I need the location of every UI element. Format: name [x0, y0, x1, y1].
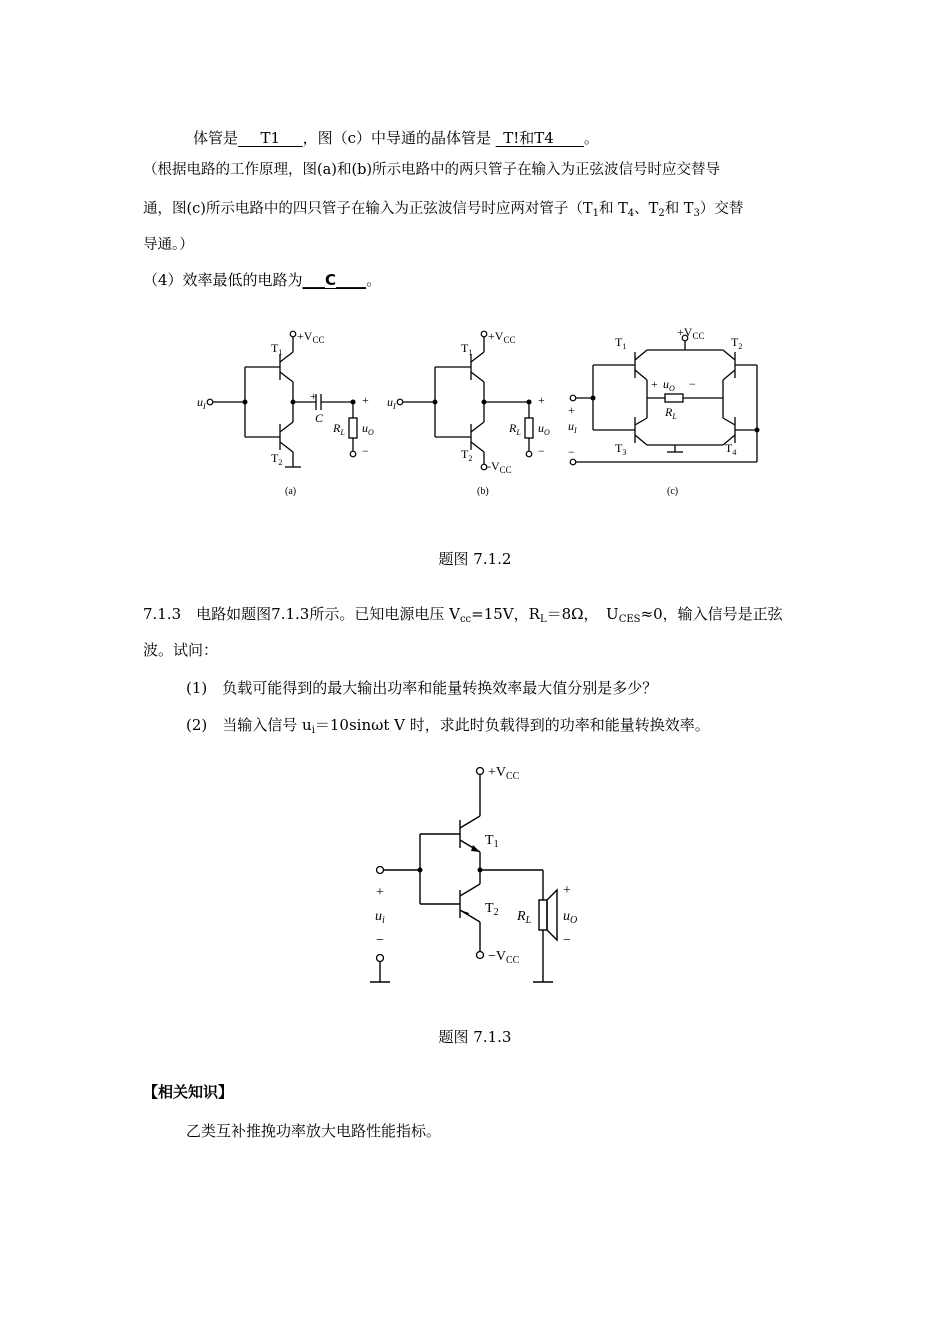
question-4: （4）效率最低的电路为___C____。 — [143, 271, 382, 289]
svg-text:uI: $u_I$ — [387, 395, 396, 411]
label-c: (c) — [667, 486, 679, 497]
related-heading: 【相关知识】 — [143, 1083, 234, 1101]
svg-text:T1: $T_1$ — [615, 335, 627, 351]
svg-text:RL: $R_L$ — [517, 909, 532, 926]
question-7-1-3-sub-1: (1) 负载可能得到的最大输出功率和能量转换效率最大值分别是多少？ — [186, 679, 658, 697]
svg-text:T1: $T_1$ — [461, 341, 473, 357]
svg-text:−: − — [362, 444, 369, 458]
answer-blank-t1-t4: _T!和T4____ — [495, 129, 584, 147]
svg-text:+VCC: $+V_{CC}$ — [488, 329, 516, 345]
figure-7-1-2 — [195, 322, 775, 507]
svg-text:T2: $T_2$ — [461, 447, 473, 463]
svg-text:RL: $R_L$ — [665, 405, 677, 421]
svg-text:uO: $u_O$ — [362, 421, 374, 437]
label-a: (a) — [285, 486, 297, 497]
caption-7-1-3: 题图 7.1.3 — [438, 1028, 512, 1046]
svg-text:−VCC: $-V_{CC}$ — [488, 949, 520, 966]
svg-text:+: + — [568, 403, 575, 417]
label-b: (b) — [477, 486, 489, 497]
label-t1-a: $T_1$ — [271, 341, 283, 357]
note-line-3: 导通。） — [143, 237, 194, 253]
svg-text:-VCC: $-V_{CC}$ — [487, 459, 512, 475]
svg-text:+: + — [563, 883, 571, 898]
svg-text:T2: $T_2$ — [731, 335, 743, 351]
svg-text:−: − — [689, 377, 696, 391]
svg-text:uI: $u_I$ — [197, 395, 206, 411]
svg-text:+: + — [362, 393, 369, 407]
svg-text:uO: $u_O$ — [563, 909, 578, 926]
figure-7-1-3 — [365, 762, 585, 990]
svg-text:−: − — [538, 444, 545, 458]
question-7-1-3-line-1: 7.1.3 电路如题图7.1.3所示。已知电源电压 $V_{cc}=15V$，$R_L=8\Omega$， $U_{CES}\approx 0$，输入信号是正弦 — [143, 605, 783, 625]
answer-blank-c: ___C____ — [302, 271, 367, 289]
svg-text:T3: $T_3$ — [615, 441, 627, 457]
svg-text:+: + — [651, 377, 658, 391]
label-t2-a: $T_2$ — [271, 451, 283, 467]
answer-blank-t1: ___T1___ — [238, 129, 303, 147]
svg-text:uO: $u_O$ — [663, 377, 675, 393]
svg-text:+VCC: $+V_{CC}$ — [297, 329, 325, 345]
svg-text:+: + — [538, 393, 545, 407]
svg-text:−: − — [563, 933, 571, 948]
related-text: 乙类互补推挽功率放大电路性能指标。 — [186, 1122, 442, 1140]
question-7-1-3-sub-2: (2) 当输入信号 $u_i=10\sin\omega t$ V 时，求此时负载得到的功率和能量转换效率。 — [186, 716, 710, 736]
svg-text:+VCC: $+V_{CC}$ — [677, 325, 705, 341]
svg-text:RL: $R_L$ — [509, 421, 521, 437]
answer-line-3: 体管是___T1___，图（c）中导通的晶体管是 _T!和T4____。 — [193, 129, 599, 147]
note-line-1: （根据电路的工作原理，图(a)和(b)所示电路中的两只管子在输入为正弦波信号时应交替导 — [143, 162, 721, 178]
svg-text:uO: $u_O$ — [538, 421, 550, 437]
svg-text:T1: $T_1$ — [485, 833, 499, 850]
svg-text:+: + — [310, 389, 317, 403]
question-7-1-3-line-2: 波。试问： — [143, 641, 219, 659]
caption-7-1-2: 题图 7.1.2 — [438, 550, 512, 568]
svg-text:C: C — [315, 411, 324, 425]
svg-text:T4: $T_4$ — [725, 441, 737, 457]
note-line-2: 通，图(c)所示电路中的四只管子在输入为正弦波信号时应两对管子（$T_1$和 $T_4$、$T_2$和 $T_3$）交替 — [143, 201, 744, 219]
svg-text:+VCC: $+V_{CC}$ — [488, 765, 520, 782]
svg-text:−: − — [568, 445, 575, 459]
svg-text:−: − — [376, 933, 384, 948]
svg-text:uI: $u_I$ — [568, 419, 577, 435]
svg-text:+: + — [376, 885, 384, 900]
svg-text:RL: $R_L$ — [333, 421, 345, 437]
svg-text:T2: $T_2$ — [485, 901, 499, 918]
svg-text:ui: $u_i$ — [375, 909, 385, 926]
